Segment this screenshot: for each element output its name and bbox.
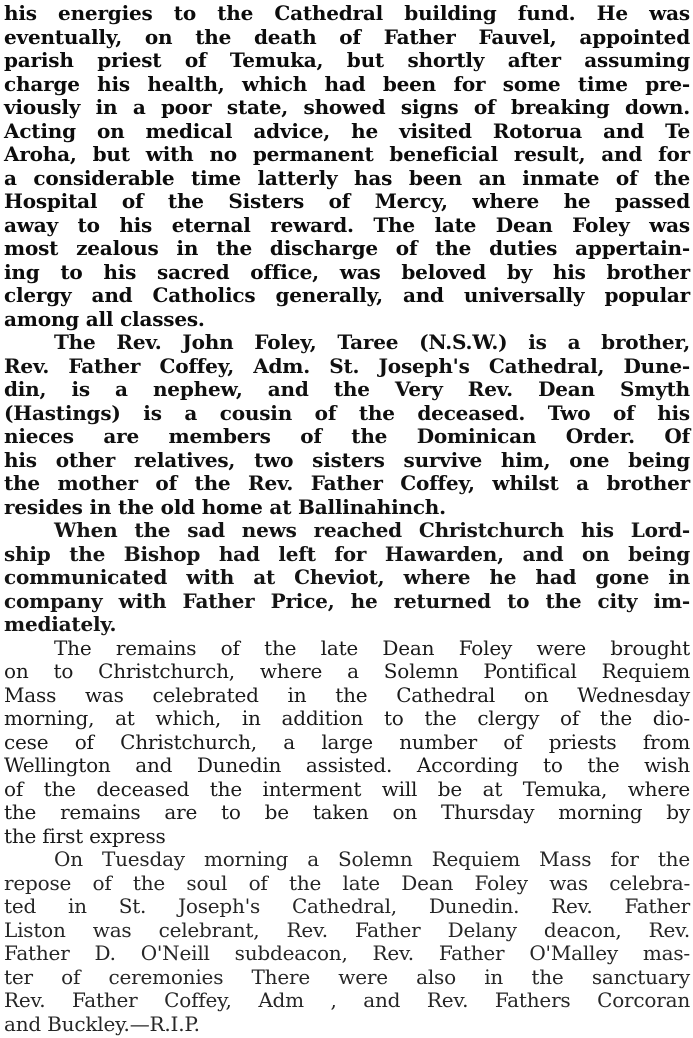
text-line: Liston was celebrant, Rev. Father Delany deacon, Rev. (4, 917, 690, 942)
text-line: of the deceased the interment will be at Temuka, where (4, 776, 690, 801)
text-line: On Tuesday morning a Solemn Requiem Mass for the (54, 847, 690, 871)
article-paragraph (4, 848, 690, 1036)
article-paragraph (4, 519, 690, 637)
text-line: Rev. Father Coffey, Adm. St. Joseph's Cathedral, Dune- (4, 353, 690, 378)
text-line: ter of ceremonies There were also in the sanctuary (4, 964, 690, 989)
text-line: most zealous in the discharge of the duties appertain- (4, 236, 690, 260)
text-line: morning, at which, in addition to the clergy of the dio- (4, 706, 690, 730)
text-line: Father D. O'Neill subdeacon, Rev. Father O'Malley mas- (4, 941, 690, 965)
text-line: charge his health, which had been for some time pre- (4, 71, 690, 96)
text-line: When the sad news reached Christchurch his Lord- (54, 518, 690, 542)
text-line: eventually, on the death of Father Fauvel, appointed (4, 24, 690, 49)
text-line: Wellington and Dunedin assisted. According to the wish (4, 753, 690, 777)
text-line: away to his eternal reward. The late Dean Foley was (4, 212, 690, 237)
text-line: The remains of the late Dean Foley were brought (54, 635, 690, 660)
text-line: on to Christchurch, where a Solemn Pontifical Requiem (4, 659, 690, 683)
newspaper-article (4, 2, 690, 1036)
text-line: clergy and Catholics generally, and universally popular (4, 283, 690, 307)
text-line: mediately. (4, 612, 117, 636)
article-paragraph (4, 637, 690, 849)
text-line: Aroha, but with no permanent beneficial result, and for (4, 142, 690, 166)
text-line: company with Father Price, he returned to the city im- (4, 588, 690, 613)
text-line: din, is a nephew, and the Very Rev. Dean Smyth (4, 377, 690, 401)
text-line: nieces are members of the Dominican Order. Of (4, 424, 690, 448)
text-line: ted in St. Joseph's Cathedral, Dunedin. Rev. Father (4, 894, 690, 918)
text-line: the remains are to be taken on Thursday morning by (4, 800, 690, 824)
text-line: among all classes. (4, 306, 205, 331)
text-line: resides in the old home at Ballinahinch. (4, 494, 446, 519)
text-line: ship the Bishop had left for Hawarden, and on being (4, 541, 690, 566)
text-line: communicated with at Cheviot, where he had gone in (4, 565, 690, 589)
text-line: the mother of the Rev. Father Coffey, whilst a brother (4, 471, 690, 495)
text-line: Acting on medical advice, he visited Rotorua and Te (4, 118, 690, 143)
text-line: Hospital of the Sisters of Mercy, where he passed (4, 189, 690, 213)
text-line: ing to his sacred office, was beloved by his brother (4, 259, 690, 284)
article-paragraph (4, 331, 690, 519)
text-line: his other relatives, two sisters survive him, one being (4, 447, 690, 472)
text-line: (Hastings) is a cousin of the deceased. Two of his (4, 400, 690, 425)
text-line: parish priest of Temuka, but shortly after assuming (4, 48, 690, 72)
text-line: and Buckley.—R.I.P. (4, 1011, 200, 1036)
text-line: the first express (4, 823, 166, 848)
text-line: viously in a poor state, showed signs of breaking down. (4, 95, 690, 119)
text-line: cese of Christchurch, a large number of priests from (4, 729, 690, 754)
text-line: Rev. Father Coffey, Adm , and Rev. Fathers Corcoran (4, 988, 690, 1012)
text-line: The Rev. John Foley, Taree (N.S.W.) is a brother, (54, 330, 690, 354)
text-line: his energies to the Cathedral building fund. He was (4, 1, 690, 25)
article-paragraph (4, 2, 690, 331)
text-line: a considerable time latterly has been an inmate of the (4, 165, 690, 190)
text-line: Mass was celebrated in the Cathedral on Wednesday (4, 682, 690, 707)
article-body (4, 2, 690, 1036)
text-line: repose of the soul of the late Dean Foley was celebra- (4, 870, 690, 895)
